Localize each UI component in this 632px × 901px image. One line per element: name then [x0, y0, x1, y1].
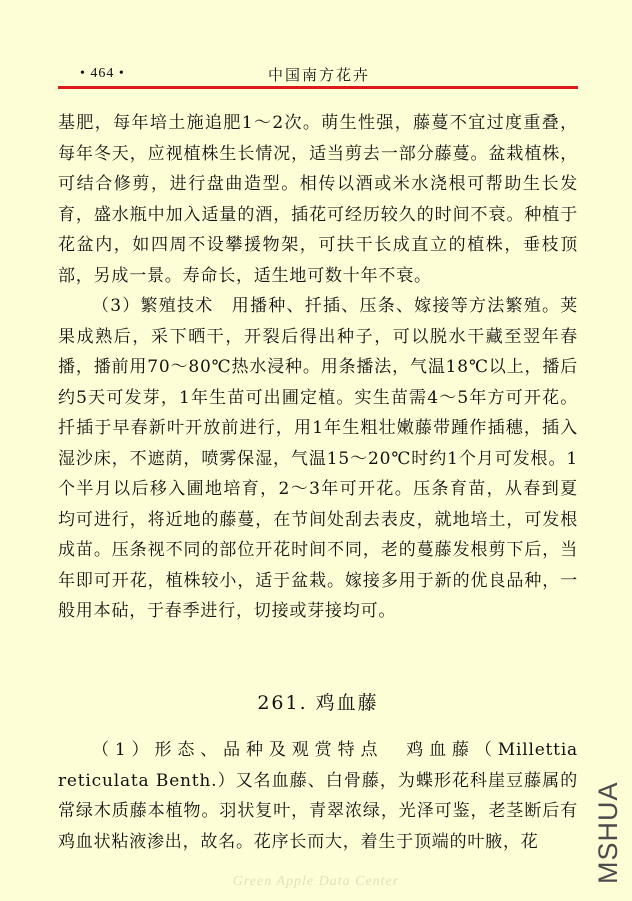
section-body [58, 735, 578, 857]
header-rule [58, 86, 578, 89]
running-title: 中国南方花卉 [268, 66, 371, 84]
side-watermark: MSHUA [593, 781, 623, 884]
paragraph-1: 基肥，每年培土施追肥1～2次。萌生性强，藤蔓不宜过度重叠，每年冬天，应视植株生长情况，适当剪去一部分藤蔓。盆栽植株，可结合修剪，进行盘曲造型。相传以酒或米水浇根可帮助生长发育，盛水瓶中加入适量的酒，插花可经历较久的时间不衰。种植于花盆内，如四周不设攀援物架，可扶干长成直立的植株，垂枝顶部，另成一景。寿命长，适生地可数十年不衰。 [58, 113, 578, 286]
body-text [58, 108, 578, 627]
footer-watermark: Green Apple Data Center [232, 874, 400, 889]
page-number: • 464 • [80, 66, 125, 81]
paragraph-2: （3）繁殖技术 用播种、扦插、压条、嫁接等方法繁殖。荚果成熟后，采下晒干，开裂后得出种子，可以脱水干藏至翌年春播，播前用70～80℃热水浸种。用条播法，气温18℃以上，播后约5天可发芽，1年生苗可出圃定植。实生苗需4～5年方可开花。扦插于早春新叶开放前进行，用1年生粗壮嫩藤带踵作插穗，插入湿沙床，不遮荫，喷雾保湿，气温15～20℃时约1个月可发根。1个半月以后移入圃地培育，2～3年可开花。压条育苗，从春到夏均可进行，将近地的藤蔓，在节间处刮去表皮，就地培土，可发根成苗。压条视不同的部位开花时间不同，老的蔓藤发根剪下后，当年即可开花，植株较小，适于盆栽。嫁接多用于新的优良品种，一般用本砧，于春季进行，切接或芽接均可。 [58, 296, 578, 621]
page-header [58, 62, 578, 86]
section-paragraph: （1）形态、品种及观赏特点 鸡血藤（Millettia reticulata Benth.）又名血藤、白骨藤，为蝶形花科崖豆藤属的常绿木质藤本植物。羽状复叶，青翠浓绿，光泽可鉴，老茎断后有鸡血状粘液渗出，故名。花序长而大，着生于顶端的叶腋，花 [58, 740, 578, 852]
section-heading: 261. 鸡血藤 [257, 692, 379, 714]
